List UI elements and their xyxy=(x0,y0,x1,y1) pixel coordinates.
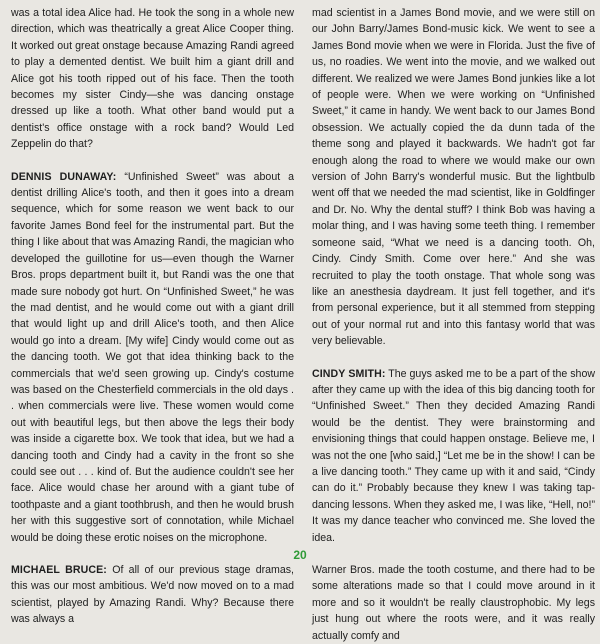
paragraph xyxy=(11,169,294,546)
paragraph: mad scientist in a James Bond movie, and we were still on our John Barry/James Bond-music kick. We went to see a James Bond movie when we were in Florida. Just the five of us, no roadies. We went into the movie, and we walked out different. We realized we were James Bond junkies like a lot of people were. When we were working on “Unfinished Sweet,” it came in handy. We went back to our James Bond obsession. We actually copied the da dunn tada of the theme song and played it backwards. We hadn't got far enough along the road to where we would make our own version of John Barry's wonderful music. But the lightbulb went off that we needed the mad scientist, like in Goldfinger and Dr. No. Why the dental stuff? I think Bob was having a molar thing, and I was having some teeth thing. I remember someone said, “What we need is a dancing tooth. Oh, Cindy. Cindy Smith. Come over here.” And she was recruited to play the tooth onstage. That whole song was like an anesthesia daydream. It just fell together, and it's from personal experience, but it all stemmed from stepping out of your normal rut and into this fantasy world that was very believable. xyxy=(312,7,595,348)
paragraph xyxy=(11,562,294,628)
left-column xyxy=(11,5,294,628)
speaker-name: MICHAEL BRUCE: xyxy=(11,564,107,576)
paragraph-text: The guys asked me to be a part of the show after they came up with the idea of this big dancing tooth for “Unfinished Sweet.” Then they decided Amazing Randi would be the dentist. They were brainstorming and envisioning things that could happen onstage. Believe me, I was not the one [who said,] “Let me be in the show! I can be a live dancing tooth.” They came up with it and said, “Cindy can do it.” Probably because they knew I was taking tap-dancing lessons. When they asked me, I was like, “Hell, no!” It was my dance teacher who convinced me. She loved the idea. xyxy=(312,367,595,544)
paragraph-text: “Unfinished Sweet” was about a dentist drilling Alice's tooth, and then it goes into a dream sequence, which for some reason we went back to our favorite James Bond feel for the instrumental part. But the thing I like about that was Amazing Randi, the magician who developed the guillotine for us—even though the Warner Bros. props department built it, but Randi was the one that made sure nobody got hurt. On “Unfinished Sweet,” he was the mad dentist, and he would come out with a giant drill that would light up and drill Alice's tooth, and then Alice would go into a dream. [My wife] Cindy would come out as the dancing tooth. We got that idea thinking back to the commercials that we'd seen growing up. Cindy's costume was based on the Chesterfield commercials in the old days . . when commercials were live. These women would come out with beautiful legs, but then above the legs their body was inside a cigarette box. We took that idea, but we had a dancing tooth and Cindy had a cavity in the front so she could see out . . . kind of. But the audience couldn't see her face. Alice would chase her around with a giant tube of toothpaste and a giant toothbrush, and then he would brush her with this suggestive sort of connotation, while Michael would be doing these erotic noises on the microphone. xyxy=(11,170,294,544)
page-number: 20 xyxy=(293,548,307,562)
paragraph-text: Of all of our previous stage dramas, this was our most ambitious. We'd now moved on to a mad scientist, played by Amazing Randi. Why? Because there was always a xyxy=(11,564,294,626)
paragraph xyxy=(312,366,595,546)
paragraph: Warner Bros. made the tooth costume, and there had to be some alterations made so that I could move around in it more and so it wouldn't be really claustrophobic. My legs just hung out where the roots were, and it was really actually comfy and xyxy=(312,564,595,642)
speaker-name: DENNIS DUNAWAY: xyxy=(11,170,117,183)
paragraph: was a total idea Alice had. He took the song in a whole new direction, which was theatrically a great Alice Cooper thing. It worked out great onstage because Amazing Randi agreed to play a demented dentist. We built him a giant drill and Alice got his tooth ripped out of his face. Then the tooth becomes my sister Cindy—she was dancing onstage dressed up like a tooth. What other band would put a dentist's office onstage with a rock band? Would Led Zeppelin do that? xyxy=(11,7,294,151)
speaker-name: CINDY SMITH: xyxy=(312,367,386,380)
